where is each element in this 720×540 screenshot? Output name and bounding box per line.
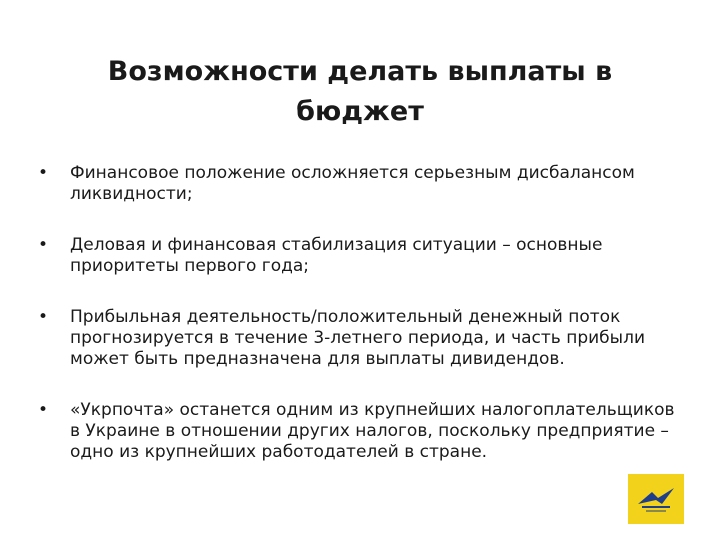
bullet-marker: •	[38, 307, 49, 327]
bullet-marker: •	[38, 163, 49, 183]
bullet-list	[38, 163, 688, 463]
slide-title: Возможности делать выплаты в бюджет	[107, 56, 613, 127]
ukrposhta-logo-icon	[628, 474, 684, 524]
bullet-item	[38, 307, 688, 370]
bullet-text: Финансовое положение осложняется серьезным дисбалансом ликвидности;	[70, 163, 635, 204]
bullet-text: «Укрпочта» останется одним из крупнейших налогоплательщиков в Украине в отношении других налогов, поскольку предприятие – одно из крупнейших работодателей в стране.	[70, 400, 675, 462]
bullet-text: Прибыльная деятельность/положительный денежный поток прогнозируется в течение 3-летнего периода, и часть прибыли может быть предназначена для выплаты дивидендов.	[70, 307, 645, 369]
bullet-item	[38, 235, 688, 277]
bullet-item	[38, 400, 688, 463]
bullet-marker: •	[38, 400, 49, 420]
bullet-text: Деловая и финансовая стабилизация ситуации – основные приоритеты первого года;	[70, 235, 603, 276]
bullet-marker: •	[38, 235, 49, 255]
bullet-item	[38, 163, 688, 205]
